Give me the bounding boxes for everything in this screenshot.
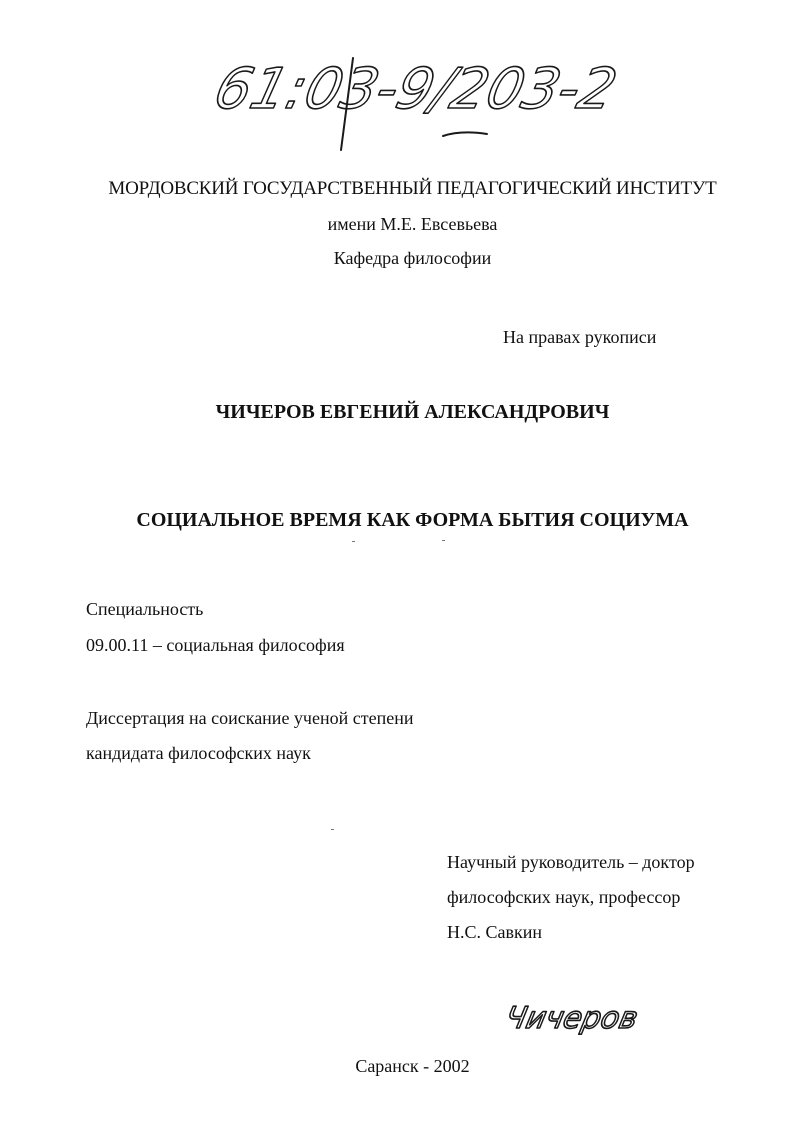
handwritten-code-text: 61:03-9/203-2 [208, 56, 624, 122]
manuscript-note: На правах рукописи [503, 327, 657, 347]
scan-speck [352, 541, 355, 542]
author-name: ЧИЧЕРОВ ЕВГЕНИЙ АЛЕКСАНДРОВИЧ [215, 401, 610, 423]
supervisor-line1: Научный руководитель – доктор [447, 852, 695, 872]
city-year: Саранск - 2002 [355, 1056, 470, 1076]
institute-named-after: имени М.Е. Евсевьева [327, 214, 498, 234]
department-name: Кафедра философии [333, 248, 492, 268]
dissertation-degree-line2: кандидата философских наук [86, 743, 311, 763]
dissertation-title: СОЦИАЛЬНОЕ ВРЕМЯ КАК ФОРМА БЫТИЯ СОЦИУМА [136, 509, 689, 531]
supervisor-name: Н.С. Савкин [447, 922, 543, 942]
author-signature [502, 990, 668, 1050]
scan-speck [331, 829, 334, 830]
scan-speck [442, 540, 445, 541]
specialty-label: Специальность [86, 599, 204, 619]
handwritten-underline-stroke [443, 132, 487, 136]
institute-name: МОРДОВСКИЙ ГОСУДАРСТВЕННЫЙ ПЕДАГОГИЧЕСКИЙ ИНСТИТУТ [108, 178, 717, 199]
handwritten-archive-code [208, 38, 624, 158]
specialty-code: 09.00.11 – социальная философия [86, 635, 345, 655]
supervisor-line2: философских наук, профессор [447, 887, 681, 907]
dissertation-degree-line1: Диссертация на соискание ученой степени [86, 708, 414, 728]
signature-text: Чичеров [502, 1001, 641, 1036]
